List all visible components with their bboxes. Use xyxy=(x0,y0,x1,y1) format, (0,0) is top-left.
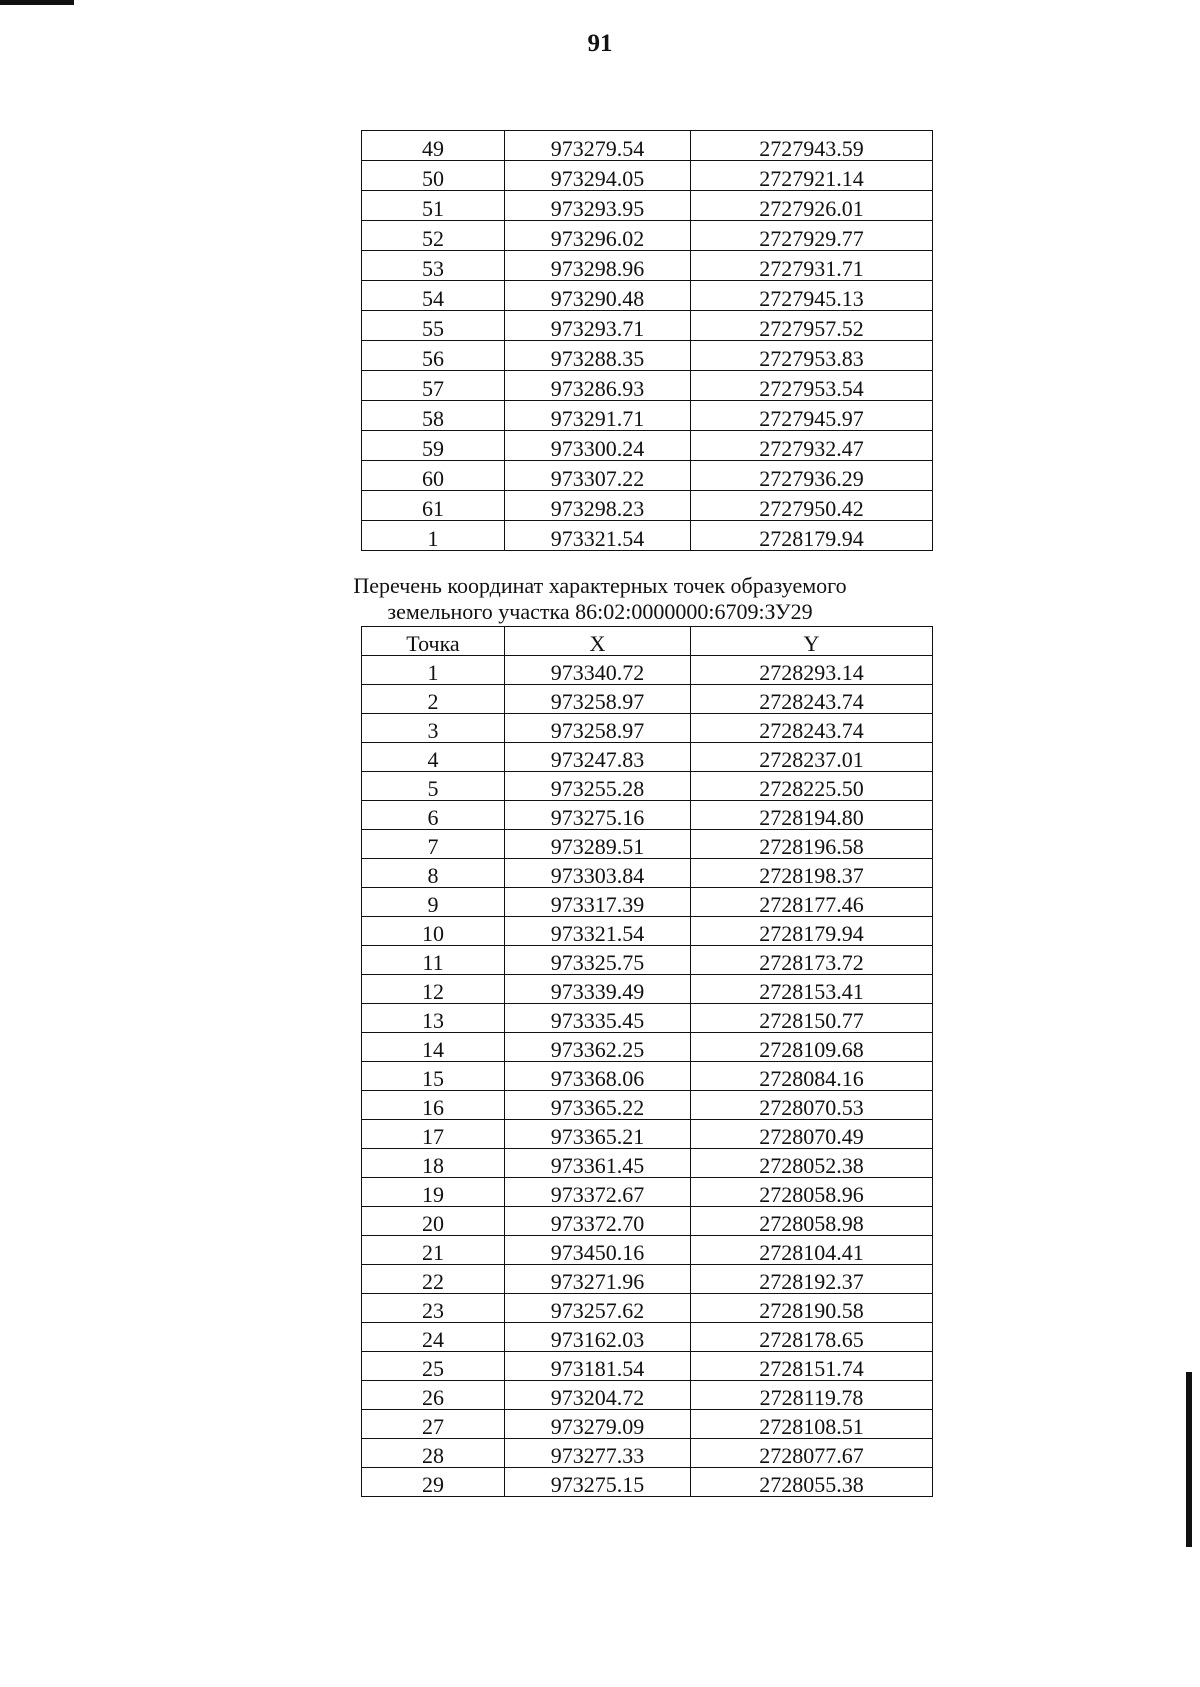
y-coordinate-cell: 2728196.58 xyxy=(691,830,933,859)
x-coordinate-cell: 973204.72 xyxy=(505,1381,691,1410)
y-coordinate-cell: 2728173.72 xyxy=(691,946,933,975)
table-row xyxy=(362,859,933,888)
x-coordinate-cell: 973291.71 xyxy=(505,401,691,431)
table-row xyxy=(362,801,933,830)
coordinates-table-zu29 xyxy=(361,626,933,1497)
table-row xyxy=(362,714,933,743)
coordinates-table-continued xyxy=(361,130,933,551)
y-coordinate-cell: 2727945.97 xyxy=(691,401,933,431)
point-number-cell: 17 xyxy=(362,1120,505,1149)
x-coordinate-cell: 973294.05 xyxy=(505,161,691,191)
point-number-cell: 21 xyxy=(362,1236,505,1265)
table-row xyxy=(362,975,933,1004)
y-coordinate-cell: 2728178.65 xyxy=(691,1323,933,1352)
point-number-cell: 24 xyxy=(362,1323,505,1352)
y-coordinate-cell: 2728177.46 xyxy=(691,888,933,917)
caption-line-1: Перечень координат характерных точек образуемого xyxy=(353,573,847,598)
x-coordinate-cell: 973275.16 xyxy=(505,801,691,830)
y-coordinate-cell: 2727931.71 xyxy=(691,251,933,281)
y-coordinate-cell: 2727926.01 xyxy=(691,191,933,221)
point-number-cell: 60 xyxy=(362,461,505,491)
point-number-cell: 12 xyxy=(362,975,505,1004)
table-row xyxy=(362,1207,933,1236)
table-row xyxy=(362,191,933,221)
table-row xyxy=(362,1236,933,1265)
x-coordinate-cell: 973247.83 xyxy=(505,743,691,772)
point-number-cell: 14 xyxy=(362,1033,505,1062)
y-coordinate-cell: 2728058.96 xyxy=(691,1178,933,1207)
y-coordinate-cell: 2728198.37 xyxy=(691,859,933,888)
scan-corner-mark xyxy=(0,0,74,5)
table-row xyxy=(362,1004,933,1033)
table-row xyxy=(362,251,933,281)
table-row xyxy=(362,281,933,311)
x-coordinate-cell: 973340.72 xyxy=(505,656,691,685)
point-number-cell: 15 xyxy=(362,1062,505,1091)
table-row xyxy=(362,491,933,521)
x-coordinate-cell: 973335.45 xyxy=(505,1004,691,1033)
x-coordinate-cell: 973275.15 xyxy=(505,1468,691,1497)
point-number-cell: 26 xyxy=(362,1381,505,1410)
x-coordinate-cell: 973298.23 xyxy=(505,491,691,521)
table-row xyxy=(362,1294,933,1323)
table-row xyxy=(362,772,933,801)
point-number-cell: 57 xyxy=(362,371,505,401)
point-number-cell: 13 xyxy=(362,1004,505,1033)
x-coordinate-cell: 973321.54 xyxy=(505,917,691,946)
x-coordinate-cell: 973293.71 xyxy=(505,311,691,341)
x-coordinate-cell: 973372.67 xyxy=(505,1178,691,1207)
x-coordinate-cell: 973450.16 xyxy=(505,1236,691,1265)
point-number-cell: 10 xyxy=(362,917,505,946)
point-number-cell: 3 xyxy=(362,714,505,743)
x-coordinate-cell: 973317.39 xyxy=(505,888,691,917)
x-coordinate-cell: 973289.51 xyxy=(505,830,691,859)
x-coordinate-cell: 973286.93 xyxy=(505,371,691,401)
point-number-cell: 16 xyxy=(362,1091,505,1120)
x-coordinate-cell: 973303.84 xyxy=(505,859,691,888)
point-number-cell: 28 xyxy=(362,1439,505,1468)
table-row xyxy=(362,161,933,191)
table-row xyxy=(362,401,933,431)
point-number-cell: 55 xyxy=(362,311,505,341)
y-coordinate-cell: 2728179.94 xyxy=(691,917,933,946)
y-coordinate-cell: 2728243.74 xyxy=(691,685,933,714)
table-row xyxy=(362,371,933,401)
point-number-cell: 25 xyxy=(362,1352,505,1381)
point-number-cell: 1 xyxy=(362,521,505,551)
x-coordinate-cell: 973271.96 xyxy=(505,1265,691,1294)
y-coordinate-cell: 2728151.74 xyxy=(691,1352,933,1381)
x-coordinate-cell: 973368.06 xyxy=(505,1062,691,1091)
table-row xyxy=(362,1033,933,1062)
table-row xyxy=(362,431,933,461)
y-coordinate-cell: 2728109.68 xyxy=(691,1033,933,1062)
x-coordinate-cell: 973279.54 xyxy=(505,131,691,161)
point-number-cell: 22 xyxy=(362,1265,505,1294)
point-number-cell: 19 xyxy=(362,1178,505,1207)
table-row xyxy=(362,1091,933,1120)
x-coordinate-cell: 973361.45 xyxy=(505,1149,691,1178)
point-number-cell: 6 xyxy=(362,801,505,830)
point-number-cell: 18 xyxy=(362,1149,505,1178)
y-coordinate-cell: 2728052.38 xyxy=(691,1149,933,1178)
table-row xyxy=(362,1323,933,1352)
x-coordinate-cell: 973279.09 xyxy=(505,1410,691,1439)
x-coordinate-cell: 973300.24 xyxy=(505,431,691,461)
x-coordinate-cell: 973339.49 xyxy=(505,975,691,1004)
y-coordinate-cell: 2728070.53 xyxy=(691,1091,933,1120)
point-number-cell: 20 xyxy=(362,1207,505,1236)
y-coordinate-cell: 2727936.29 xyxy=(691,461,933,491)
table-header-row xyxy=(362,627,933,656)
table-row xyxy=(362,461,933,491)
point-number-cell: 56 xyxy=(362,341,505,371)
table-row xyxy=(362,1149,933,1178)
table-caption xyxy=(300,573,900,625)
y-coordinate-cell: 2728055.38 xyxy=(691,1468,933,1497)
y-coordinate-cell: 2728243.74 xyxy=(691,714,933,743)
point-number-cell: 8 xyxy=(362,859,505,888)
point-number-cell: 50 xyxy=(362,161,505,191)
x-coordinate-cell: 973298.96 xyxy=(505,251,691,281)
y-coordinate-cell: 2728150.77 xyxy=(691,1004,933,1033)
x-coordinate-cell: 973162.03 xyxy=(505,1323,691,1352)
table-row xyxy=(362,946,933,975)
point-number-cell: 58 xyxy=(362,401,505,431)
x-coordinate-cell: 973365.21 xyxy=(505,1120,691,1149)
table-row xyxy=(362,830,933,859)
x-coordinate-cell: 973293.95 xyxy=(505,191,691,221)
table-row xyxy=(362,311,933,341)
point-number-cell: 51 xyxy=(362,191,505,221)
y-coordinate-cell: 2728293.14 xyxy=(691,656,933,685)
point-number-cell: 4 xyxy=(362,743,505,772)
y-coordinate-cell: 2727921.14 xyxy=(691,161,933,191)
table-row xyxy=(362,1381,933,1410)
table-row xyxy=(362,743,933,772)
x-coordinate-cell: 973258.97 xyxy=(505,714,691,743)
y-coordinate-cell: 2727950.42 xyxy=(691,491,933,521)
x-coordinate-cell: 973288.35 xyxy=(505,341,691,371)
y-coordinate-cell: 2728084.16 xyxy=(691,1062,933,1091)
x-coordinate-cell: 973372.70 xyxy=(505,1207,691,1236)
point-number-cell: 27 xyxy=(362,1410,505,1439)
point-number-cell: 23 xyxy=(362,1294,505,1323)
table-row xyxy=(362,521,933,551)
point-number-cell: 5 xyxy=(362,772,505,801)
table-row xyxy=(362,1178,933,1207)
page-number: 91 xyxy=(587,30,613,57)
point-number-cell: 54 xyxy=(362,281,505,311)
point-number-cell: 2 xyxy=(362,685,505,714)
table-row xyxy=(362,1265,933,1294)
caption-line-2: земельного участка 86:02:0000000:6709:ЗУ29 xyxy=(387,599,813,624)
y-coordinate-cell: 2727929.77 xyxy=(691,221,933,251)
table-row xyxy=(362,685,933,714)
y-coordinate-cell: 2728153.41 xyxy=(691,975,933,1004)
table-row xyxy=(362,888,933,917)
x-coordinate-cell: 973362.25 xyxy=(505,1033,691,1062)
y-coordinate-cell: 2727932.47 xyxy=(691,431,933,461)
y-coordinate-cell: 2727953.83 xyxy=(691,341,933,371)
point-number-cell: 59 xyxy=(362,431,505,461)
y-coordinate-cell: 2728194.80 xyxy=(691,801,933,830)
point-number-cell: 61 xyxy=(362,491,505,521)
x-coordinate-cell: 973258.97 xyxy=(505,685,691,714)
table-row xyxy=(362,1352,933,1381)
x-coordinate-cell: 973257.62 xyxy=(505,1294,691,1323)
x-coordinate-cell: 973290.48 xyxy=(505,281,691,311)
table-row xyxy=(362,341,933,371)
table-row xyxy=(362,221,933,251)
table-row xyxy=(362,131,933,161)
point-number-cell: 29 xyxy=(362,1468,505,1497)
y-coordinate-cell: 2728190.58 xyxy=(691,1294,933,1323)
y-coordinate-cell: 2728108.51 xyxy=(691,1410,933,1439)
y-coordinate-cell: 2728058.98 xyxy=(691,1207,933,1236)
table-row xyxy=(362,1439,933,1468)
point-number-cell: 9 xyxy=(362,888,505,917)
y-coordinate-cell: 2728237.01 xyxy=(691,743,933,772)
y-coordinate-cell: 2728192.37 xyxy=(691,1265,933,1294)
table-row xyxy=(362,1062,933,1091)
y-coordinate-cell: 2728104.41 xyxy=(691,1236,933,1265)
point-number-cell: 52 xyxy=(362,221,505,251)
point-number-cell: 49 xyxy=(362,131,505,161)
y-coordinate-cell: 2728119.78 xyxy=(691,1381,933,1410)
point-number-cell: 11 xyxy=(362,946,505,975)
y-coordinate-cell: 2727943.59 xyxy=(691,131,933,161)
x-coordinate-cell: 973321.54 xyxy=(505,521,691,551)
y-coordinate-cell: 2727953.54 xyxy=(691,371,933,401)
table-row xyxy=(362,917,933,946)
y-coordinate-cell: 2727957.52 xyxy=(691,311,933,341)
table-row xyxy=(362,1468,933,1497)
y-coordinate-cell: 2728077.67 xyxy=(691,1439,933,1468)
scan-margin-mark xyxy=(1186,1372,1192,1547)
point-number-cell: 53 xyxy=(362,251,505,281)
x-coordinate-cell: 973296.02 xyxy=(505,221,691,251)
x-coordinate-cell: 973325.75 xyxy=(505,946,691,975)
header-y: Y xyxy=(691,627,933,656)
point-number-cell: 1 xyxy=(362,656,505,685)
table-row xyxy=(362,1410,933,1439)
y-coordinate-cell: 2728179.94 xyxy=(691,521,933,551)
x-coordinate-cell: 973277.33 xyxy=(505,1439,691,1468)
y-coordinate-cell: 2728225.50 xyxy=(691,772,933,801)
y-coordinate-cell: 2728070.49 xyxy=(691,1120,933,1149)
point-number-cell: 7 xyxy=(362,830,505,859)
x-coordinate-cell: 973365.22 xyxy=(505,1091,691,1120)
header-point: Точка xyxy=(362,627,505,656)
y-coordinate-cell: 2727945.13 xyxy=(691,281,933,311)
table-row xyxy=(362,1120,933,1149)
x-coordinate-cell: 973307.22 xyxy=(505,461,691,491)
table-row xyxy=(362,656,933,685)
header-x: X xyxy=(505,627,691,656)
x-coordinate-cell: 973181.54 xyxy=(505,1352,691,1381)
x-coordinate-cell: 973255.28 xyxy=(505,772,691,801)
